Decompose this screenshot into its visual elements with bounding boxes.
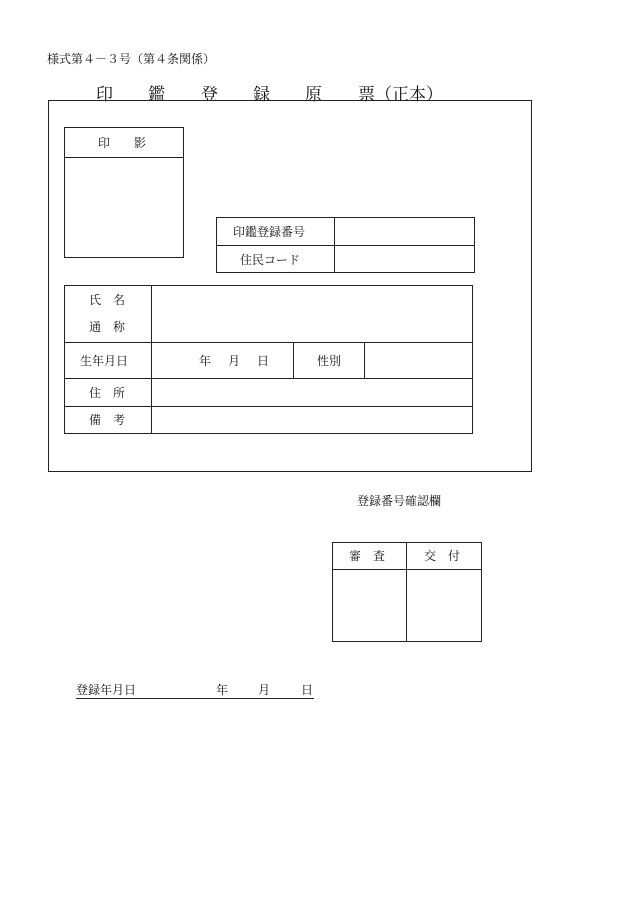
- birth-day-label: 日: [257, 354, 270, 368]
- title-char-2: 鑑: [148, 85, 165, 105]
- remarks-label: 備 考: [89, 413, 126, 427]
- remarks-field[interactable]: [152, 407, 472, 433]
- registration-date-day: 日: [301, 683, 314, 697]
- resident-code-field[interactable]: [335, 246, 474, 272]
- alias-label: 通 称: [89, 320, 126, 334]
- title-char-6: 票（正本）: [358, 85, 443, 105]
- review-label: 審 査: [349, 549, 386, 563]
- issue-label: 交 付: [424, 549, 461, 563]
- name-label: 氏 名: [89, 293, 126, 307]
- registration-number-label: 印鑑登録番号: [233, 225, 306, 239]
- registration-date-month: 月: [258, 683, 271, 697]
- birth-month-label: 月: [228, 354, 241, 368]
- name-field[interactable]: [152, 286, 472, 342]
- title-char-3: 登: [201, 85, 218, 105]
- gender-divider-left: [293, 342, 294, 378]
- review-stamp-field[interactable]: [333, 570, 406, 641]
- address-label: 住 所: [89, 386, 126, 400]
- title-char-1: 印: [96, 85, 113, 105]
- registration-date-underline: [76, 698, 314, 699]
- registration-number-field[interactable]: [335, 218, 474, 245]
- title-char-4: 録: [253, 85, 270, 105]
- birth-year-label: 年: [199, 354, 212, 368]
- seal-area[interactable]: [65, 158, 183, 257]
- form-number: 様式第４－３号（第４条関係）: [47, 52, 216, 66]
- address-field[interactable]: [152, 379, 472, 406]
- birth-date-label: 生年月日: [80, 354, 129, 368]
- gender-label: 性別: [317, 354, 342, 368]
- confirmation-label: 登録番号確認欄: [357, 494, 442, 508]
- seal-box-header: 印 影: [98, 136, 147, 150]
- resident-code-label: 住民コード: [240, 253, 301, 267]
- registration-date-year: 年: [216, 683, 229, 697]
- gender-field[interactable]: [365, 343, 472, 378]
- issue-stamp-field[interactable]: [407, 570, 481, 641]
- registration-date-label: 登録年月日: [76, 683, 137, 697]
- title-char-5: 原: [305, 85, 322, 105]
